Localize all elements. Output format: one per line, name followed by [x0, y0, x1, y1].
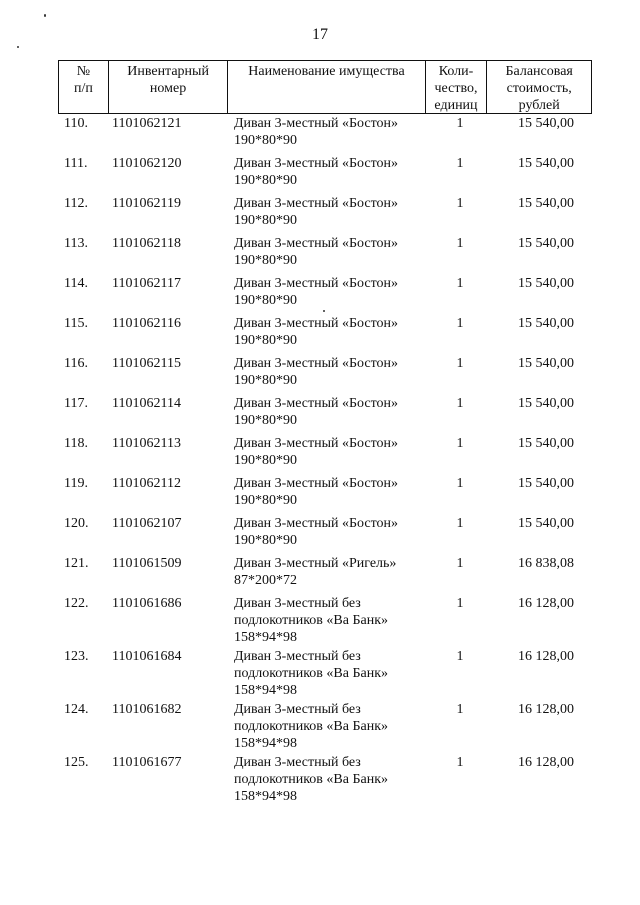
- quantity: 1: [456, 755, 464, 770]
- property-name-line: Диван 3-местный «Бостон»: [234, 236, 399, 251]
- balance-cost: 16 128,00: [518, 702, 574, 717]
- header-line: Коли-: [438, 64, 474, 79]
- property-name-line: 190*80*90: [234, 293, 297, 308]
- property-name: [228, 555, 426, 595]
- property-name: [228, 395, 426, 435]
- balance-cost: 16 838,08: [518, 556, 574, 571]
- quantity: 1: [456, 516, 464, 531]
- balance-cost: 16 128,00: [518, 596, 574, 611]
- property-name-line: 190*80*90: [234, 333, 297, 348]
- property-name-line: 190*80*90: [234, 253, 297, 268]
- table-row: [58, 155, 592, 195]
- property-name: [228, 754, 426, 807]
- header-line: Наименование имущества: [248, 64, 405, 79]
- inventory-number: 1101062114: [112, 396, 181, 411]
- row-number: 117.: [64, 396, 88, 411]
- header-line: номер: [149, 81, 187, 96]
- table-row: [58, 395, 592, 435]
- property-name-line: 158*94*98: [234, 683, 297, 698]
- row-number: 115.: [64, 316, 88, 331]
- balance-cost: 15 540,00: [518, 436, 574, 451]
- property-name: [228, 115, 426, 155]
- row-number: 119.: [64, 476, 88, 491]
- row-number: 124.: [64, 702, 89, 717]
- quantity: 1: [456, 316, 464, 331]
- table-row: [58, 475, 592, 515]
- property-name-line: Диван 3-местный «Бостон»: [234, 516, 399, 531]
- header-num: [59, 61, 109, 113]
- table-row: [58, 595, 592, 648]
- property-name-line: Диван 3-местный «Бостон»: [234, 316, 399, 331]
- inventory-number: 1101062117: [112, 276, 181, 291]
- balance-cost: 15 540,00: [518, 116, 574, 131]
- table-row: [58, 555, 592, 595]
- inventory-number: 1101062120: [112, 156, 182, 171]
- header-line: чество,: [434, 81, 478, 96]
- inventory-number: 1101062112: [112, 476, 181, 491]
- property-name-line: подлокотников «Ва Банк»: [234, 666, 389, 681]
- page-number: 17: [312, 26, 328, 43]
- property-name: [228, 475, 426, 515]
- property-name-line: 190*80*90: [234, 213, 297, 228]
- header-line: Инвентарный: [127, 64, 209, 79]
- inventory-number: 1101062113: [112, 436, 181, 451]
- row-number: 122.: [64, 596, 89, 611]
- quantity: 1: [456, 276, 464, 291]
- property-name-line: Диван 3-местный «Ригель»: [234, 556, 397, 571]
- table-row: [58, 754, 592, 807]
- row-number: 125.: [64, 755, 89, 770]
- property-name-line: 158*94*98: [234, 736, 297, 751]
- property-name-line: Диван 3-местный «Бостон»: [234, 476, 399, 491]
- property-name-line: 190*80*90: [234, 493, 297, 508]
- inventory-number: 1101062116: [112, 316, 181, 331]
- property-name-line: Диван 3-местный без: [234, 702, 361, 717]
- header-line: стоимость,: [506, 81, 572, 96]
- property-name-line: 190*80*90: [234, 453, 297, 468]
- balance-cost: 15 540,00: [518, 316, 574, 331]
- table-row: [58, 115, 592, 155]
- row-number: 116.: [64, 356, 88, 371]
- inventory-number: 1101062119: [112, 196, 181, 211]
- balance-cost: 15 540,00: [518, 156, 574, 171]
- property-name-line: Диван 3-местный без: [234, 649, 361, 664]
- row-number: 118.: [64, 436, 88, 451]
- header-line: единиц: [434, 98, 478, 113]
- balance-cost: 15 540,00: [518, 476, 574, 491]
- property-name-line: 158*94*98: [234, 630, 297, 645]
- property-name-line: 190*80*90: [234, 413, 297, 428]
- property-name: [228, 515, 426, 555]
- property-name-line: Диван 3-местный «Бостон»: [234, 276, 399, 291]
- balance-cost: 15 540,00: [518, 356, 574, 371]
- property-name: [228, 315, 426, 355]
- table-row: [58, 235, 592, 275]
- quantity: 1: [456, 116, 464, 131]
- table-header: [58, 60, 592, 114]
- row-number: 113.: [64, 236, 88, 251]
- inventory-number: 1101062121: [112, 116, 182, 131]
- balance-cost: 16 128,00: [518, 755, 574, 770]
- table-row: [58, 515, 592, 555]
- balance-cost: 15 540,00: [518, 516, 574, 531]
- quantity: 1: [456, 702, 464, 717]
- header-inventory: [109, 61, 229, 113]
- table-row: [58, 435, 592, 475]
- row-number: 112.: [64, 196, 88, 211]
- property-name-line: подлокотников «Ва Банк»: [234, 772, 389, 787]
- balance-cost: 16 128,00: [518, 649, 574, 664]
- property-name-line: подлокотников «Ва Банк»: [234, 613, 389, 628]
- row-number: 110.: [64, 116, 88, 131]
- property-table: [58, 60, 592, 807]
- quantity: 1: [456, 356, 464, 371]
- balance-cost: 15 540,00: [518, 236, 574, 251]
- property-name-line: Диван 3-местный без: [234, 755, 361, 770]
- row-number: 114.: [64, 276, 88, 291]
- quantity: 1: [456, 476, 464, 491]
- property-name-line: подлокотников «Ва Банк»: [234, 719, 389, 734]
- balance-cost: 15 540,00: [518, 276, 574, 291]
- inventory-number: 1101061677: [112, 755, 182, 770]
- property-name-line: Диван 3-местный без: [234, 596, 361, 611]
- header-line: Балансовая: [505, 64, 573, 79]
- scan-speck: [17, 46, 19, 48]
- table-body: [58, 115, 592, 807]
- property-name-line: Диван 3-местный «Бостон»: [234, 196, 399, 211]
- balance-cost: 15 540,00: [518, 396, 574, 411]
- row-number: 123.: [64, 649, 89, 664]
- property-name: [228, 275, 426, 315]
- quantity: 1: [456, 236, 464, 251]
- balance-cost: 15 540,00: [518, 196, 574, 211]
- property-name-line: 190*80*90: [234, 533, 297, 548]
- property-name: [228, 435, 426, 475]
- property-name: [228, 155, 426, 195]
- inventory-number: 1101061684: [112, 649, 182, 664]
- quantity: 1: [456, 649, 464, 664]
- table-row: [58, 315, 592, 355]
- property-name-line: 190*80*90: [234, 373, 297, 388]
- table-row: [58, 195, 592, 235]
- property-name: [228, 195, 426, 235]
- inventory-number: 1101062118: [112, 236, 181, 251]
- property-name-line: 190*80*90: [234, 173, 297, 188]
- header-line: п/п: [73, 81, 93, 96]
- scan-speck: [44, 14, 46, 17]
- table-row: [58, 355, 592, 395]
- row-number: 120.: [64, 516, 89, 531]
- table-row: [58, 275, 592, 315]
- quantity: 1: [456, 556, 464, 571]
- header-qty: [426, 61, 488, 113]
- quantity: 1: [456, 396, 464, 411]
- property-name-line: 190*80*90: [234, 133, 297, 148]
- property-name-line: 158*94*98: [234, 789, 297, 804]
- table-row: [58, 701, 592, 754]
- property-name-line: Диван 3-местный «Бостон»: [234, 356, 399, 371]
- property-name-line: Диван 3-местный «Бостон»: [234, 436, 399, 451]
- property-name-line: Диван 3-местный «Бостон»: [234, 396, 399, 411]
- property-name-line: 87*200*72: [234, 573, 297, 588]
- property-name: [228, 235, 426, 275]
- quantity: 1: [456, 156, 464, 171]
- table-row: [58, 648, 592, 701]
- property-name-line: Диван 3-местный «Бостон»: [234, 156, 399, 171]
- inventory-number: 1101061686: [112, 596, 182, 611]
- property-name: [228, 595, 426, 648]
- property-name-line: Диван 3-местный «Бостон»: [234, 116, 399, 131]
- inventory-number: 1101061682: [112, 702, 182, 717]
- quantity: 1: [456, 196, 464, 211]
- header-name: [228, 61, 425, 113]
- quantity: 1: [456, 436, 464, 451]
- header-line: №: [76, 64, 91, 79]
- property-name: [228, 648, 426, 701]
- row-number: 111.: [64, 156, 88, 171]
- inventory-number: 1101061509: [112, 556, 182, 571]
- quantity: 1: [456, 596, 464, 611]
- property-name: [228, 701, 426, 754]
- property-name: [228, 355, 426, 395]
- row-number: 121.: [64, 556, 89, 571]
- inventory-number: 1101062107: [112, 516, 182, 531]
- header-cost: [487, 61, 591, 113]
- inventory-number: 1101062115: [112, 356, 181, 371]
- header-line: рублей: [518, 98, 560, 113]
